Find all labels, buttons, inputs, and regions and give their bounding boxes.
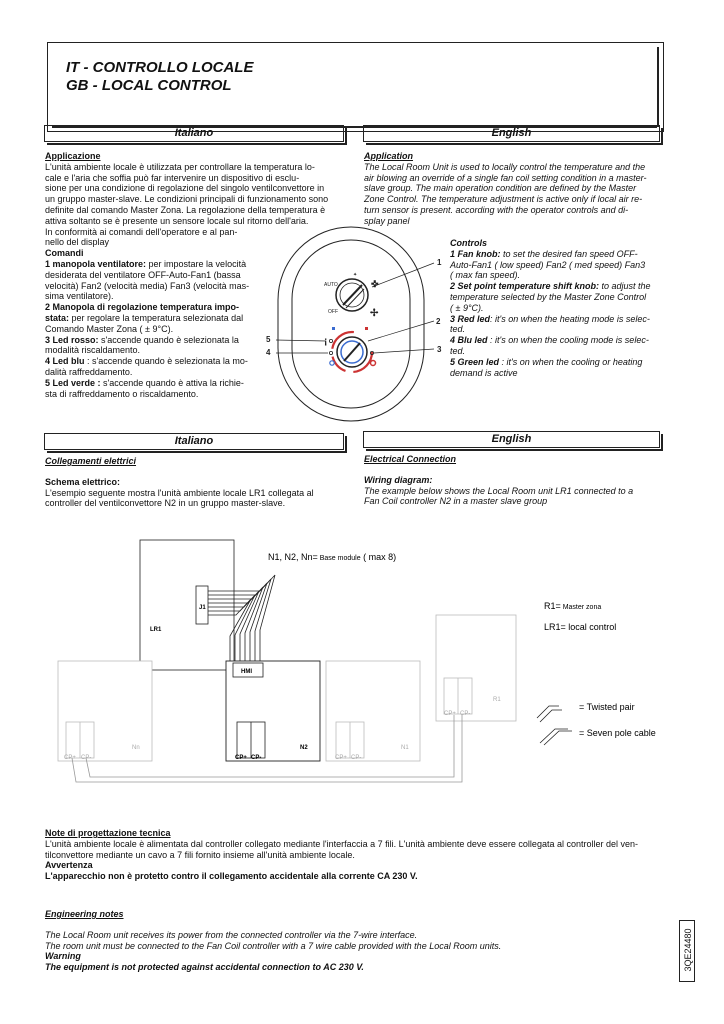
en-app-line: Zone Control. The temperature adjustment is active only if local air re-	[364, 194, 643, 205]
en-wiring-block	[364, 454, 674, 507]
tab-english-1: English	[363, 125, 660, 142]
it-item-text: velocità) Fan2 (velocità media) Fan3 (velocità mas-	[45, 280, 250, 291]
en-application-block	[364, 151, 669, 227]
it-warning-heading: Avvertenza	[45, 860, 93, 871]
en-wiring-heading: Electrical Connection	[364, 454, 457, 464]
it-app-line: L'unità ambiente locale è utilizzata per controllare la temperatura lo-	[45, 161, 315, 172]
en-item-text: ted.	[450, 324, 466, 335]
fan-max-icon: ✢	[370, 308, 379, 319]
n2-cp-minus: CP-	[251, 755, 262, 761]
callout-2: 2	[436, 317, 441, 326]
r1-legend	[544, 601, 601, 611]
en-item-text: : it's on when the cooling or heating	[499, 356, 643, 367]
en-item-text: to adjust the	[599, 281, 651, 292]
n1-cp-minus: CP-	[351, 755, 362, 761]
it-warning-text: L'apparecchio non è protetto contro il collegamento accidentale alla corrente CA 230 V.	[45, 871, 418, 882]
it-application-heading: Applicazione	[45, 151, 101, 161]
en-application-heading: Application	[364, 151, 413, 161]
it-wiring-block	[45, 456, 355, 509]
en-app-line: turn sensor is present. according with the operator controls and di-	[364, 204, 629, 215]
en-wiring-line: The example below shows the Local Room unit LR1 connected to a	[364, 485, 634, 496]
en-warning-heading: Warning	[45, 951, 81, 962]
it-item-label: 1 manopola ventilatore:	[45, 258, 147, 269]
it-item-label: 2 Manopola di regolazione temperatura impo-	[45, 302, 240, 313]
title-box	[47, 42, 664, 132]
cool-marker-icon	[332, 327, 335, 330]
en-notes-block	[45, 909, 665, 973]
it-item-text: desiderata del ventilatore OFF-Auto-Fan1 (bassa	[45, 269, 241, 280]
en-item-text: : it's on when the heating mode is selec-	[490, 313, 650, 324]
title-it: IT - CONTROLLO LOCALE	[66, 59, 254, 76]
it-item-text: s'accende quando è attiva la richie-	[100, 377, 244, 388]
lr1-box	[140, 540, 234, 670]
it-app-line: cale e l'aria che soffia può far intervenire un dispositivo di esclu-	[45, 172, 300, 183]
en-item-label: 4 Blu led	[450, 335, 488, 346]
en-item-text: demand is active	[450, 367, 518, 378]
en-item-label: 3 Red led	[450, 313, 491, 324]
en-controls-block	[450, 238, 672, 378]
it-item-text: : s'accende quando è selezionata la mo-	[84, 356, 248, 367]
hmi-label: HMI	[241, 669, 252, 675]
callout-4: 4	[266, 348, 271, 357]
tab-italiano-2: Italiano	[44, 433, 344, 450]
wiring-diagram	[50, 535, 690, 830]
en-item-label: 2 Set point temperature shift knob:	[450, 281, 600, 292]
en-item-label: 5 Green led	[450, 356, 500, 367]
it-notes-block	[45, 828, 685, 882]
it-app-line: sione per una condizione di regolazione del singolo ventilconvettore in	[45, 183, 325, 194]
document-code: 3QE24480	[683, 928, 693, 972]
en-notes-line: The Local Room unit receives its power from the connected controller via the 7-wire interface.	[45, 929, 418, 940]
it-item-text: Comando Master Zona ( ± 9°C).	[45, 323, 174, 334]
base-module-label	[268, 552, 396, 562]
it-wiring-heading: Collegamenti elettrici	[45, 456, 137, 466]
callout-3: 3	[437, 345, 442, 354]
r1-cp-minus: CP-	[460, 711, 471, 717]
it-wiring-line: L'esempio seguente mostra l'unità ambiente locale LR1 collegata al	[45, 487, 314, 498]
en-notes-line: The room unit must be connected to the Fan Coil controller with a 7 wire cable provided with the Local Room units.	[45, 940, 502, 951]
lr1-legend: LR1= local control	[544, 622, 617, 632]
seven-pole-legend: = Seven pole cable	[579, 728, 656, 738]
knob-off-label: OFF	[328, 309, 338, 315]
en-item-text: to set the desired fan speed OFF-	[500, 248, 638, 259]
title-gb: GB - LOCAL CONTROL	[66, 77, 232, 94]
it-app-line: attiva soltanto se è presente un sensore locale sul ritorno dell'aria.	[45, 215, 309, 226]
en-item-text: ( ± 9°C).	[450, 302, 484, 313]
title-box-shadow-right	[657, 47, 659, 127]
knob-auto-label: AUTO	[324, 282, 338, 288]
it-item-text: dalità raffreddamento.	[45, 366, 133, 377]
it-item-text: sta di raffreddamento o riscaldamento.	[45, 388, 199, 399]
it-item-text: per regolare la temperatura selezionata dal	[69, 312, 244, 323]
j1-label: J1	[199, 605, 206, 611]
it-comandi-heading: Comandi	[45, 248, 84, 259]
base-module-label-a: N1, N2, Nn=	[268, 552, 318, 562]
en-notes-heading: Engineering notes	[45, 909, 124, 919]
n2-cp-plus: CP+	[235, 755, 247, 761]
tab-english-2: English	[363, 431, 660, 448]
en-controls-heading: Controls	[450, 238, 487, 248]
en-item-label: 1 Fan knob:	[450, 248, 501, 259]
en-wiring-line: Fan Coil controller N2 in a master slave group	[364, 496, 548, 507]
twisted-pair-legend: = Twisted pair	[579, 702, 635, 712]
nn-label: Nn	[132, 745, 140, 751]
it-item-label: 5 Led verde :	[45, 377, 101, 388]
en-app-line: slave group. The main operation condition are defined by the Master	[364, 183, 637, 194]
it-item-text: sima ventilatore).	[45, 291, 114, 302]
en-app-line: The Local Room Unit is used to locally control the temperature and the	[364, 161, 646, 172]
it-notes-line: L'unità ambiente locale è alimentata dal controller collegato mediante l'interfaccia a 7 fili. L'unità ambiente deve essere collegata al controller del ven-	[45, 838, 638, 849]
room-unit-illustration	[262, 225, 452, 425]
en-item-text: : it's on when the cooling mode is selec-	[487, 335, 649, 346]
it-wiring-line: controller del ventilconvettore N2 in un gruppo master-slave.	[45, 498, 286, 509]
it-item-text: s'accende quando è selezionata la	[98, 334, 239, 345]
it-notes-heading: Note di progettazione tecnica	[45, 828, 171, 838]
heat-marker-icon	[365, 327, 368, 330]
en-app-line: air blowing an override of a single fan coil setting condition in a master-	[364, 172, 647, 183]
en-diagram-heading: Wiring diagram:	[364, 474, 433, 485]
fan-low-icon: ✦	[353, 272, 358, 278]
it-item-label: stata:	[45, 312, 70, 323]
it-app-line: nello del display	[45, 237, 110, 248]
lr1-box-label: LR1	[150, 627, 162, 633]
en-item-text: Auto-Fan1 ( low speed) Fan2 ( med speed) Fan3	[450, 259, 646, 270]
base-module-label-c: ( max 8)	[360, 552, 397, 562]
room-unit-inner-panel	[292, 240, 410, 408]
en-warning-text: The equipment is not protected against accidental connection to AC 230 V.	[45, 962, 364, 973]
en-app-line: splay panel	[364, 215, 410, 226]
callout-5: 5	[266, 335, 271, 344]
base-module-label-b: Base module	[317, 555, 361, 562]
tab-italiano-1: Italiano	[44, 125, 344, 142]
it-app-line: un gruppo master-slave. Le condizioni principali di funzionamento sono	[45, 194, 329, 205]
r1-legend-b: Master zona	[560, 604, 602, 611]
n1-cp-plus: CP+	[335, 755, 347, 761]
it-item-label: 4 Led blu	[45, 356, 85, 367]
it-schema-heading: Schema elettrico:	[45, 476, 121, 487]
en-item-text: ted.	[450, 345, 466, 356]
it-app-line: definite dal comando Master Zona. La regolazione della temperatura è	[45, 204, 326, 215]
r1-cp-plus: CP+	[444, 711, 456, 717]
it-item-label: 3 Led rosso:	[45, 334, 99, 345]
nn-cp-minus: CP-	[81, 755, 92, 761]
green-led-icon: ¡	[324, 336, 328, 347]
it-item-text: per impostare la velocità	[146, 258, 247, 269]
it-app-line: In conformità ai comandi dell'operatore e al pan-	[45, 226, 238, 237]
r1-legend-a: R1=	[544, 601, 561, 611]
n1-label: N1	[401, 745, 409, 751]
document-code-box	[679, 920, 695, 982]
callout-1: 1	[437, 258, 442, 267]
en-item-text: temperature selected by the Master Zone Control	[450, 291, 647, 302]
r1-box-label: R1	[493, 697, 501, 703]
n2-label: N2	[300, 745, 308, 751]
it-notes-line: tilconvettore mediante un cavo a 7 fili fornito insieme all'unità ambiente locale.	[45, 849, 355, 860]
nn-cp-plus: CP+	[64, 755, 76, 761]
it-item-text: modalità riscaldamento.	[45, 345, 141, 356]
fan-high-icon: ✜	[371, 279, 379, 289]
en-item-text: ( max fan speed).	[450, 270, 521, 281]
fan-knob-icon	[336, 279, 368, 311]
